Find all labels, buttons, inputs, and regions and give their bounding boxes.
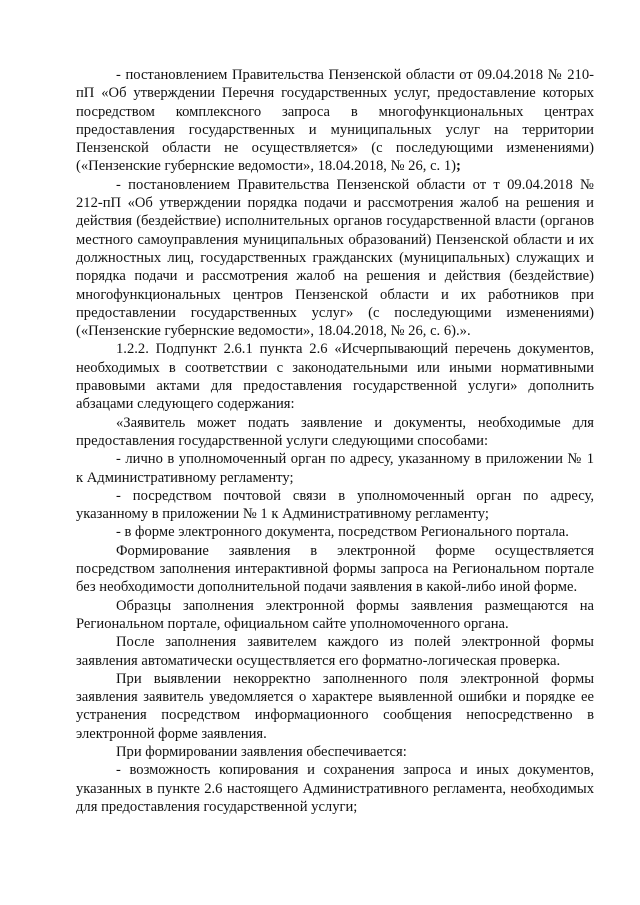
paragraph-9: Образцы заполнения электронной формы заявления размещаются на Региональном портале, официальном сайте уполномоченного органа.: [76, 597, 594, 632]
paragraph-10: После заполнения заявителем каждого из полей электронной формы заявления автоматически осуществляется его форматно-логическая проверка.: [76, 634, 594, 669]
paragraph-4: «Заявитель может подать заявление и документы, необходимые для предоставления государственной услуги следующими способами:: [76, 414, 594, 449]
paragraph-13: - возможность копирования и сохранения запроса и иных документов, указанных в пункте 2.6 настоящего Административного регламента, необходимых для предоставления государственной услуги;: [76, 762, 594, 815]
paragraph-1: [76, 66, 594, 176]
paragraph-1-text: - постановлением Правительства Пензенской области от 09.04.2018 № 210-пП «Об утверждении Перечня государственных услуг, предоставление которых посредством комплексного запроса в многофункциональных центрах предоставления государственных и муниципальных услуг на территории Пензенской области не осуществляется» (с последующими изменениями) («Пензенские губернские ведомости», 18.04.2018, № 26, с. 1): [76, 67, 594, 175]
paragraph-7: - в форме электронного документа, посредством Регионального портала.: [116, 524, 569, 541]
paragraph-1-suffix: ;: [456, 158, 461, 175]
paragraph-6: - посредством почтовой связи в уполномоченный орган по адресу, указанному в приложении № 1 к Административному регламенту;: [76, 487, 594, 523]
paragraph-2: - постановлением Правительства Пензенской области от т 09.04.2018 № 212-пП «Об утверждении порядка подачи и рассмотрения жалоб на решения и действия (бездействие) исполнительных органов государственной власти (органов местного самоуправления муниципальных образований) Пензенской области и их должностных лиц, государственных гражданских (муниципальных) служащих и порядка подачи и рассмотрения жалоб на решения и действия (бездействие) многофункциональных центров Пензенской области и их работников при предоставлении государственных услуг» (с последующими изменениями) («Пензенские губернские ведомости», 18.04.2018, № 26, с. 6).».: [76, 176, 594, 340]
paragraph-8: Формирование заявления в электронной форме осуществляется посредством заполнения интерактивной формы запроса на Региональном портале без необходимости дополнительной подачи заявления в какой-либо иной форме.: [76, 542, 594, 596]
paragraph-3: 1.2.2. Подпункт 2.6.1 пункта 2.6 «Исчерпывающий перечень документов, необходимых в соответствии с законодательными или иными нормативными правовыми актами для предоставления государственной услуги» дополнить абзацами следующего содержания:: [76, 341, 594, 413]
paragraph-12: При формировании заявления обеспечивается:: [116, 743, 407, 760]
paragraph-5: - лично в уполномоченный орган по адресу, указанному в приложении № 1 к Административному регламенту;: [76, 451, 594, 486]
paragraph-11: При выявлении некорректно заполненного поля электронной формы заявления заявитель уведомляется о характере выявленной ошибки и порядке ее устранения посредством информационного сообщения непосредственно в электронной форме заявления.: [76, 670, 594, 742]
document-page: [76, 66, 594, 816]
